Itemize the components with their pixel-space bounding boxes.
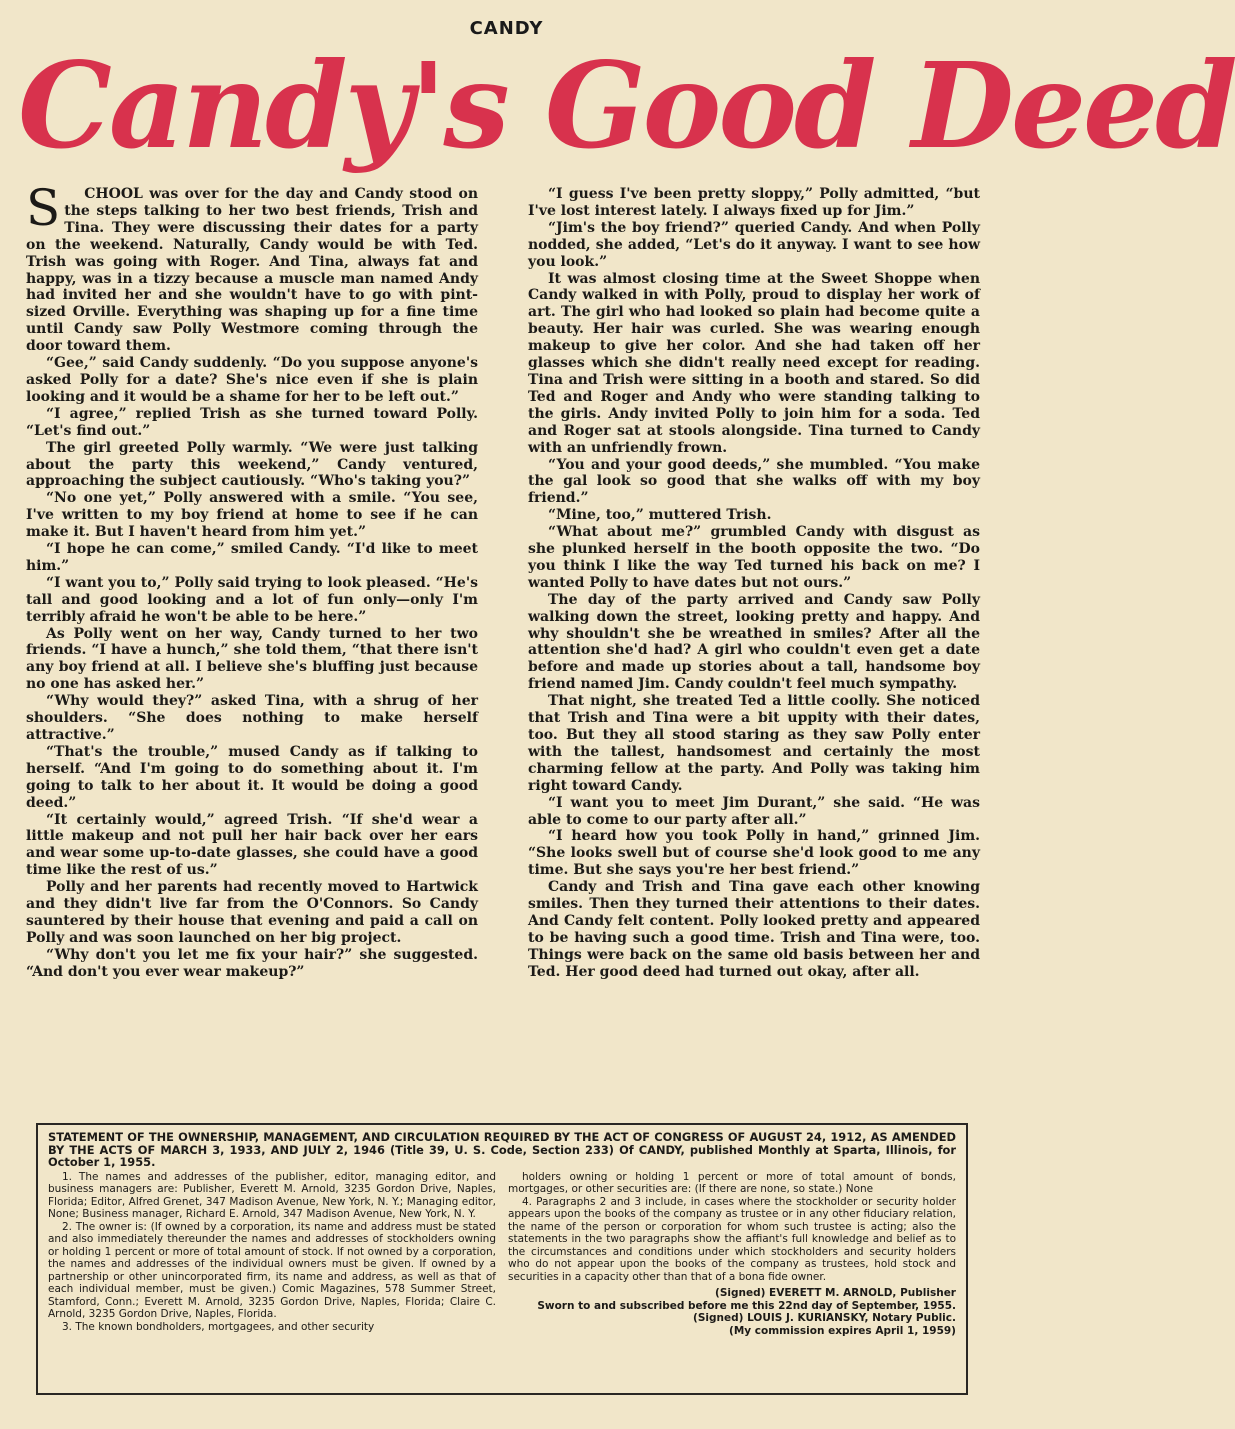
story-paragraph: The girl greeted Polly warmly. “We were just talking about the party this weekend,” Candy ventured, approaching the subject cautiously. “Who's taking you?” [26, 439, 478, 490]
statement-paragraph: holders owning or holding 1 percent or more of total amount of bonds, mortgages, or other securities are: (If there are none, so state.) None [508, 1170, 956, 1196]
story-paragraph: “It certainly would,” agreed Trish. “If she'd wear a little makeup and not pull her hair back over her ears and wear some up-to-date glasses, she could have a good time like the rest of us.” [26, 811, 478, 879]
story-paragraph: “That's the trouble,” mused Candy as if talking to herself. “And I'm going to do something about it. I'm going to talk to her about it. It would be doing a good deed.” [26, 743, 478, 811]
story-paragraph: “I want you to,” Polly said trying to look pleased. “He's tall and good looking and a lot of fun only—only I'm terribly afraid he won't be able to be here.” [26, 574, 478, 625]
statement-paragraph: 2. The owner is: (If owned by a corporation, its name and address must be stated and also immediately thereunder the names and addresses of stockholders owning or holding 1 percent or more of total amount of stock. If not owned by a corporation, the names and addresses of the individual owners must be given. If owned by a partnership or other unincorporated firm, its name and address, as well as that of each individual member, must be given.) Comic Magazines, 578 Summer Street, Stamford, Conn.; Everett M. Arnold, 3235 Gordon Drive, Naples, Florida; Claire C. Arnold, 3235 Gordon Drive, Naples, Florida. [48, 1220, 496, 1321]
story-paragraph: Polly and her parents had recently moved to Hartwick and they didn't live far from the O'Connors. So Candy sauntered by their house that evening and paid a call on Polly and was soon launched on her big project. [26, 879, 478, 946]
statement-column-left [48, 1171, 496, 1338]
story-title: Candy's Good Deed [18, 36, 1235, 175]
story-paragraph: “What about me?” grumbled Candy with disgust as she plunked herself in the booth opposite the two. “Do you think I like the way Ted turned his back on me? I wanted Polly to have dates but not ours.” [528, 524, 980, 591]
drop-cap: S [26, 179, 61, 237]
statement-column-right [508, 1171, 956, 1338]
statement-heading: STATEMENT OF THE OWNERSHIP, MANAGEMENT, AND CIRCULATION REQUIRED BY THE ACT OF CONGRESS OF AUGUST 24, 1912, AS AMENDED BY THE ACTS OF MARCH 3, 1933, AND JULY 2, 1946 (Title 39, U. S. Code, Section 233) Of CANDY, published Monthly at Sparta, Illinois, for October 1, 1955. [48, 1130, 956, 1170]
story-paragraph: That night, she treated Ted a little coolly. She noticed that Trish and Tina were a bit uppity with their dates, too. But they all stood staring as they saw Polly enter with the tallest, handsomest and certainly the most charming fellow at the party. And Polly was taking him right toward Candy. [528, 693, 980, 794]
statement-signature: (Signed) EVERETT M. ARNOLD, Publisher [715, 1287, 956, 1300]
statement-paragraph: 3. The known bondholders, mortgagees, and other security [62, 1320, 375, 1333]
story-column-right [528, 186, 980, 981]
ownership-statement-box [36, 1123, 968, 1395]
story-paragraph: “I hope he can come,” smiled Candy. “I'd like to meet him.” [26, 541, 478, 574]
statement-commission: (My commission expires April 1, 1959) [729, 1324, 956, 1337]
story-paragraph: “Why don't you let me fix your hair?” she suggested. “And don't you ever wear makeup?” [26, 946, 478, 980]
story-paragraph: “Why would they?” asked Tina, with a shrug of her shoulders. “She does nothing to make herself attractive.” [26, 693, 478, 743]
story-paragraph: “Gee,” said Candy suddenly. “Do you suppose anyone's asked Polly for a date? She's nice even if she is plain looking and it would be a shame for her to be left out.” [26, 355, 478, 405]
statement-paragraph: 1. The names and addresses of the publisher, editor, managing editor, and business managers are: Publisher, Everett M. Arnold, 3235 Gordon Drive, Naples, Florida; Editor, Alfred Grenet, 347 Madison Avenue, New York, N. Y.; Managing editor, None; Business manager, Richard E. Arnold, 347 Madison Avenue, New York, N. Y. [48, 1170, 496, 1221]
statement-paragraph: 4. Paragraphs 2 and 3 include, in cases where the stockholder or security holder appears upon the books of the company as trustee or in any other fiduciary relation, the name of the person or corporation for whom such trustee is acting; also the statements in the two paragraphs show the affiant's full knowledge and belief as to the circumstances and conditions under which stockholders and security holders who do not appear upon the books of the company as trustees, hold stock and securities in a capacity other than that of a bona fide owner. [508, 1195, 956, 1283]
story-paragraph: “I want you to meet Jim Durant,” she said. “He was able to come to our party after all.” [528, 794, 980, 828]
story-paragraph: It was almost closing time at the Sweet Shoppe when Candy walked in with Polly, proud to display her work of art. The girl who had looked so plain had become quite a beauty. Her hair was curled. She was wearing enough makeup to give her color. And she had taken off her glasses which she didn't really need except for reading. Tina and Trish were sitting in a booth and stared. So did Ted and Roger and Andy who were standing talking to the girls. Andy invited Polly to join him for a soda. Ted and Roger sat at stools alongside. Tina turned to Candy with an unfriendly frown. [528, 270, 980, 456]
story-paragraph: “I guess I've been pretty sloppy,” Polly admitted, “but I've lost interest lately. I always fixed up for Jim.” [528, 186, 980, 219]
story-paragraph: “You and your good deeds,” she mumbled. “You make the gal look so good that she walks off with my boy friend.” [528, 456, 980, 507]
story-paragraph: As Polly went on her way, Candy turned to her two friends. “I have a hunch,” she told them, “that there isn't any boy friend at all. I believe she's bluffing just because no one has asked her.” [26, 625, 478, 693]
story-paragraph: S CHOOL was over for the day and Candy stood on the steps talking to her two best friends, Trish and Tina. They were discussing their dates for a party on the weekend. Naturally, Candy would be with Ted. Trish was going with Roger. And Tina, always fat and happy, was in a tizzy because a muscle man named Andy had invited her and she wouldn't have to go with pint-sized Orville. Everything was shaping up for a fine time until Candy saw Polly Westmore coming through the door toward them. [26, 186, 478, 355]
series-name: CANDY [469, 18, 544, 39]
story-paragraph: “I heard how you took Polly in hand,” grinned Jim. “She looks swell but of course she'd look good to me any time. But she says you're her best friend.” [528, 828, 980, 879]
story-paragraph: “No one yet,” Polly answered with a smile. “You see, I've written to my boy friend at home to see if he can make it. But I haven't heard from him yet.” [26, 490, 478, 541]
story-column-left [26, 179, 478, 981]
statement-notary: Sworn to and subscribed before me this 22nd day of September, 1955. (Signed) LOUIS J. KURIANSKY, Notary Public. [537, 1299, 956, 1325]
statement-columns [48, 1171, 956, 1338]
story-paragraph: “I agree,” replied Trish as she turned toward Polly. “Let's find out.” [26, 405, 478, 439]
story-paragraph: “Jim's the boy friend?” queried Candy. And when Polly nodded, she added, “Let's do it anyway. I want to see how you look.” [528, 219, 980, 270]
story-paragraph: “Mine, too,” muttered Trish. [548, 507, 772, 524]
story-paragraph: Candy and Trish and Tina gave each other knowing smiles. Then they turned their attentions to their dates. And Candy felt content. Polly looked pretty and appeared to be having such a good time. Trish and Tina were, too. Things were back on the same old basis between her and Ted. Her good deed had turned out okay, after all. [528, 879, 980, 980]
story-paragraph: The day of the party arrived and Candy saw Polly walking down the street, looking pretty and happy. And why shouldn't she be wreathed in smiles? After all the attention she'd had? A girl who couldn't even get a date before and made up stories about a tall, handsome boy friend named Jim. Candy couldn't feel much sympathy. [528, 591, 980, 693]
